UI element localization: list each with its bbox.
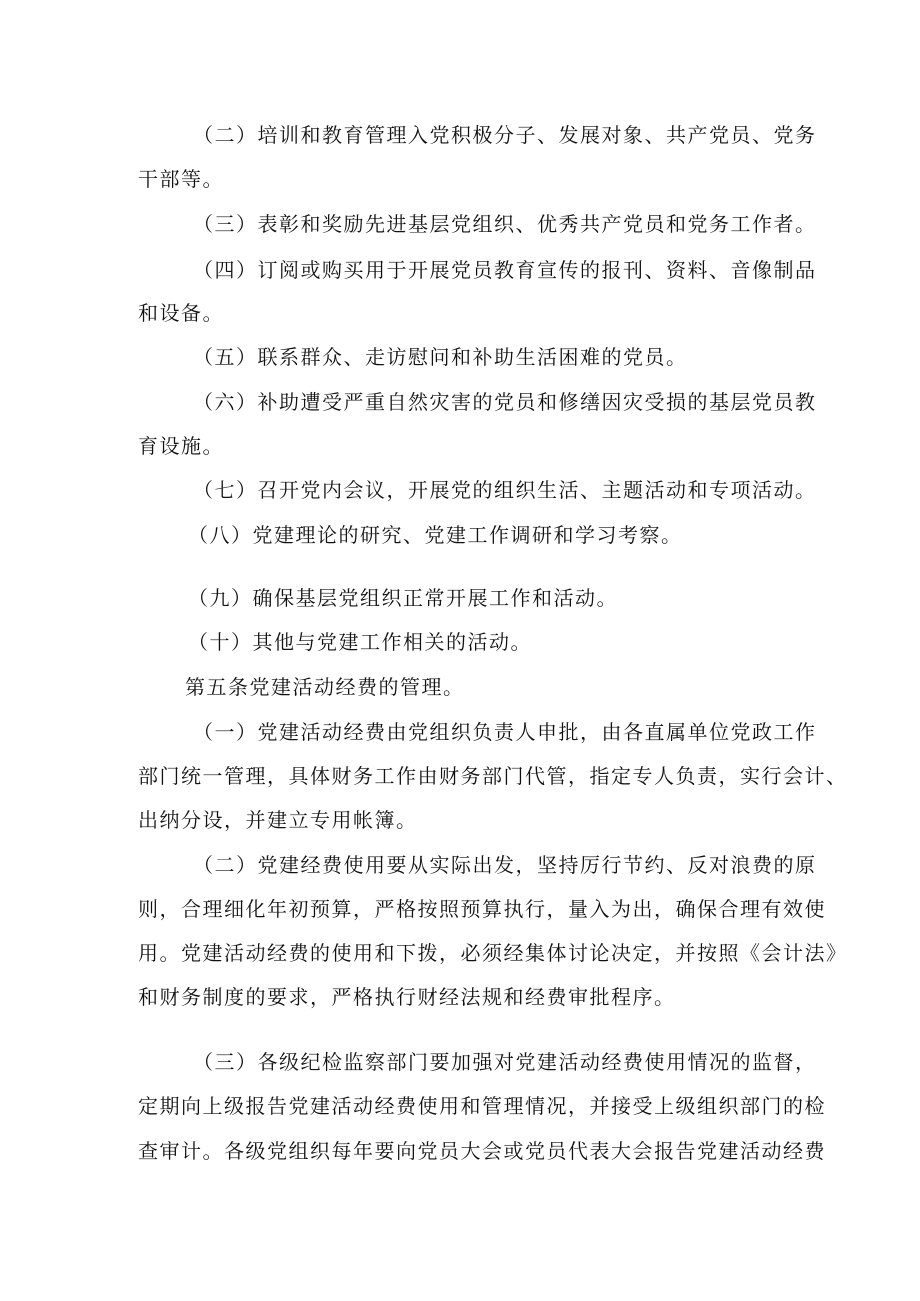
text-line: （六）补助遭受严重自然灾害的党员和修缮因灾受损的基层党员教: [193, 390, 817, 414]
text-line: 则，合理细化年初预算，严格按照预算执行，量入为出，确保合理有效使: [138, 897, 826, 921]
text-line: （二）培训和教育管理入党积极分子、发展对象、共产党员、党务: [193, 123, 817, 147]
text-line: （八）党建理论的研究、党建工作调研和学习考察。: [188, 523, 683, 547]
text-line: （五）联系群众、走访慰问和补助生活困难的党员。: [193, 345, 688, 369]
text-line: （九）确保基层党组织正常开展工作和活动。: [188, 586, 618, 610]
text-line: 和设备。: [138, 301, 224, 325]
text-line: 部门统一管理，具体财务工作由财务部门代管，指定专人负责，实行会计、: [138, 764, 848, 788]
text-line: （三）各级纪检监察部门要加强对党建活动经费使用情况的监督，: [193, 1050, 817, 1074]
text-line: 育设施。: [138, 434, 224, 458]
text-line: 出纳分设，并建立专用帐簿。: [138, 808, 418, 832]
text-line: 干部等。: [138, 167, 224, 191]
text-line: （三）表彰和奖励先进基层党组织、优秀共产党员和党务工作者。: [193, 212, 817, 236]
text-line: 查审计。各级党组织每年要向党员大会或党员代表大会报告党建活动经费: [138, 1139, 826, 1163]
text-line: （十）其他与党建工作相关的活动。: [188, 630, 532, 654]
text-line: 定期向上级报告党建活动经费使用和管理情况，并接受上级组织部门的检: [138, 1094, 826, 1118]
text-line: （七）召开党内会议，开展党的组织生活、主题活动和专项活动。: [193, 478, 817, 502]
section-heading: 第五条党建活动经费的管理。: [185, 675, 465, 699]
text-line: （四）订阅或购买用于开展党员教育宣传的报刊、资料、音像制品: [193, 258, 817, 282]
text-line: （二）党建经费使用要从实际出发，坚持厉行节约、反对浪费的原: [193, 853, 817, 877]
text-line: （一）党建活动经费由党组织负责人申批，由各直属单位党政工作: [193, 720, 817, 744]
text-line: 用。党建活动经费的使用和下拨，必须经集体讨论决定，并按照《会计法》: [138, 941, 848, 965]
text-line: 和财务制度的要求，严格执行财经法规和经费审批程序。: [138, 985, 676, 1009]
